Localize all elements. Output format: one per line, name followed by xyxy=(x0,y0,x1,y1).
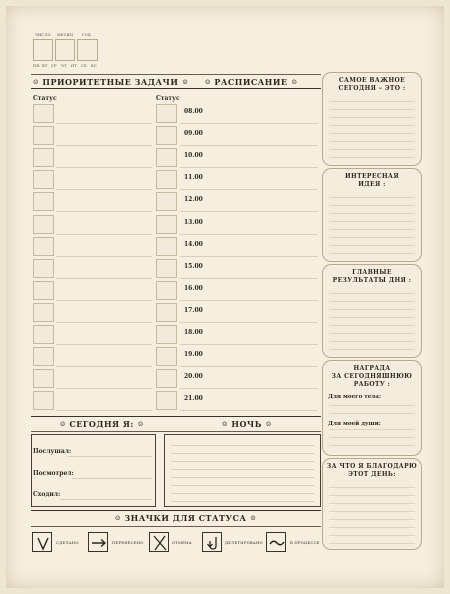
date-label-year: ГОД xyxy=(82,33,91,37)
today-watched-line[interactable] xyxy=(72,478,152,479)
weekday-sun[interactable]: ВС xyxy=(91,64,97,68)
panel-writing-line[interactable] xyxy=(329,405,415,406)
weekday-wed[interactable]: СР xyxy=(51,64,57,68)
panel-writing-line[interactable] xyxy=(329,333,415,334)
panel-reward[interactable] xyxy=(322,360,422,456)
panel-writing-line[interactable] xyxy=(329,487,415,488)
schedule-status-box[interactable] xyxy=(156,369,177,388)
panel-writing-line[interactable] xyxy=(329,301,415,302)
weekday-sat[interactable]: СБ xyxy=(81,64,87,68)
ornament-icon: ☺ xyxy=(222,420,228,428)
schedule-status-box[interactable] xyxy=(156,325,177,344)
legend-rule-top xyxy=(31,510,321,511)
schedule-time-label: 18.00 xyxy=(184,329,203,336)
priority-task-line[interactable] xyxy=(56,167,152,168)
schedule-status-box[interactable] xyxy=(156,347,177,366)
panel-writing-line[interactable] xyxy=(329,535,415,536)
priority-task-line[interactable] xyxy=(56,388,152,389)
panel-writing-line[interactable] xyxy=(329,221,415,222)
priority-task-line[interactable] xyxy=(56,322,152,323)
panel-writing-line[interactable] xyxy=(329,527,415,528)
panel-writing-line[interactable] xyxy=(329,349,415,350)
schedule-time-label: 10.00 xyxy=(184,152,203,160)
priority-status-box[interactable] xyxy=(33,192,54,211)
panel-writing-line[interactable] xyxy=(329,133,415,134)
weekday-tue[interactable]: ВТ xyxy=(42,64,48,68)
schedule-entry-line[interactable] xyxy=(180,278,318,279)
panel-writing-line[interactable] xyxy=(329,245,415,246)
ornament-icon: ☺ xyxy=(115,514,121,522)
panel-writing-line[interactable] xyxy=(329,445,415,446)
ornament-icon: ☺ xyxy=(33,78,39,86)
reward-body-label: Для моего тела: xyxy=(328,394,381,400)
date-month-box[interactable] xyxy=(55,39,75,61)
panel-writing-line[interactable] xyxy=(329,125,415,126)
panel-reward-title-3: РАБОТУ : xyxy=(353,381,391,388)
panel-writing-line[interactable] xyxy=(329,229,415,230)
schedule-entry-line[interactable] xyxy=(180,322,318,323)
legend-cancel-label: ОТМЕНА xyxy=(172,540,192,545)
priority-status-box[interactable] xyxy=(33,259,54,278)
panel-writing-line[interactable] xyxy=(329,503,415,504)
schedule-status-box[interactable] xyxy=(156,281,177,300)
schedule-status-box[interactable] xyxy=(156,192,177,211)
schedule-entry-line[interactable] xyxy=(180,410,318,411)
schedule-entry-line[interactable] xyxy=(180,300,318,301)
schedule-time-label: 17.00 xyxy=(184,306,203,314)
panel-reward-title-1: НАГРАДА xyxy=(353,365,391,372)
priority-task-line[interactable] xyxy=(56,344,152,345)
panel-results-title-1: ГЛАВНЫЕ xyxy=(352,269,392,276)
night-writing-line[interactable] xyxy=(171,445,314,446)
ornament-icon: ☺ xyxy=(205,78,211,86)
panel-writing-line[interactable] xyxy=(329,157,415,158)
panel-writing-line[interactable] xyxy=(329,109,415,110)
night-writing-line[interactable] xyxy=(171,485,314,486)
arrow-right-icon xyxy=(88,532,108,552)
schedule-entry-line[interactable] xyxy=(180,123,318,124)
legend-title: ЗНАЧКИ ДЛЯ СТАТУСА xyxy=(124,513,247,523)
panel-writing-line[interactable] xyxy=(329,437,415,438)
schedule-time-label: 16.00 xyxy=(184,284,203,292)
priority-status-box[interactable] xyxy=(33,391,54,410)
priority-status-box[interactable] xyxy=(33,325,54,344)
schedule-entry-line[interactable] xyxy=(180,211,318,212)
priority-status-box[interactable] xyxy=(33,237,54,256)
panel-writing-line[interactable] xyxy=(329,519,415,520)
priority-task-line[interactable] xyxy=(56,123,152,124)
night-writing-line[interactable] xyxy=(171,461,314,462)
priority-status-box[interactable] xyxy=(33,215,54,234)
schedule-time-label: 14.00 xyxy=(184,240,203,248)
panel-main-results[interactable] xyxy=(322,264,422,358)
schedule-time-label: 15.00 xyxy=(184,262,203,270)
panel-gratitude[interactable] xyxy=(322,458,422,550)
schedule-entry-line[interactable] xyxy=(180,145,318,146)
panel-reward-title-2: ЗА СЕГОДНЯШНЮЮ xyxy=(331,373,413,380)
header-rule-top xyxy=(31,74,321,75)
schedule-time-label: 08.00 xyxy=(184,108,203,115)
schedule-time-label: 11.00 xyxy=(184,174,203,182)
priority-task-line[interactable] xyxy=(56,366,152,367)
priority-task-line[interactable] xyxy=(56,234,152,235)
panel-writing-line[interactable] xyxy=(329,429,415,430)
today-rule-bottom xyxy=(31,431,321,432)
priority-heading xyxy=(33,77,188,87)
schedule-status-box[interactable] xyxy=(156,237,177,256)
night-heading xyxy=(222,419,271,429)
panel-writing-line[interactable] xyxy=(329,495,415,496)
priority-title: ПРИОРИТЕТНЫЕ ЗАДАЧИ xyxy=(42,77,179,87)
tilde-wave-icon xyxy=(266,532,286,552)
panel-writing-line[interactable] xyxy=(329,253,415,254)
schedule-entry-line[interactable] xyxy=(180,388,318,389)
legend-rule-bottom xyxy=(31,526,321,527)
delegate-arrow-icon xyxy=(202,532,222,552)
night-title: НОЧЬ xyxy=(231,419,262,429)
priority-task-line[interactable] xyxy=(56,189,152,190)
schedule-status-box[interactable] xyxy=(156,391,177,410)
priority-task-line[interactable] xyxy=(56,256,152,257)
schedule-entry-line[interactable] xyxy=(180,366,318,367)
priority-status-box[interactable] xyxy=(33,104,54,123)
night-writing-line[interactable] xyxy=(171,477,314,478)
schedule-entry-line[interactable] xyxy=(180,189,318,190)
date-label-day: ЧИСЛО xyxy=(35,33,51,37)
schedule-status-box[interactable] xyxy=(156,215,177,234)
schedule-time-label: 19.00 xyxy=(184,351,203,359)
weekday-thu[interactable]: ЧТ xyxy=(61,64,67,68)
panel-writing-line[interactable] xyxy=(329,149,415,150)
night-writing-line[interactable] xyxy=(171,501,314,502)
ornament-icon: ☺ xyxy=(137,420,144,428)
panel-writing-line[interactable] xyxy=(329,543,415,544)
panel-interesting-idea[interactable] xyxy=(322,168,422,262)
today-title: СЕГОДНЯ Я: xyxy=(69,419,134,429)
priority-task-line[interactable] xyxy=(56,300,152,301)
panel-writing-line[interactable] xyxy=(329,413,415,414)
weekday-fri[interactable]: ПТ xyxy=(71,64,77,68)
priority-status-box[interactable] xyxy=(33,170,54,189)
schedule-heading xyxy=(205,77,297,87)
schedule-status-label: Статус xyxy=(156,95,180,102)
priority-status-label: Статус xyxy=(33,95,57,102)
schedule-entry-line[interactable] xyxy=(180,256,318,257)
legend-done-label: СДЕЛАНО xyxy=(56,540,79,545)
schedule-entry-line[interactable] xyxy=(180,344,318,345)
priority-status-box[interactable] xyxy=(33,347,54,366)
today-heading xyxy=(60,419,143,429)
panel-most-important-title-2: СЕГОДНЯ – ЭТО : xyxy=(338,85,406,92)
priority-task-line[interactable] xyxy=(56,145,152,146)
panel-gratitude-title-2: ЭТОТ ДЕНЬ: xyxy=(348,471,396,478)
priority-task-line[interactable] xyxy=(56,278,152,279)
panel-writing-line[interactable] xyxy=(329,309,415,310)
schedule-entry-line[interactable] xyxy=(180,167,318,168)
date-year-box[interactable] xyxy=(77,39,98,61)
priority-status-box[interactable] xyxy=(33,281,54,300)
panel-writing-line[interactable] xyxy=(329,317,415,318)
priority-status-box[interactable] xyxy=(33,369,54,388)
check-v-icon xyxy=(32,532,52,552)
panel-writing-line[interactable] xyxy=(329,293,415,294)
priority-status-box[interactable] xyxy=(33,148,54,167)
panel-idea-title-2: ИДЕЯ : xyxy=(358,181,386,188)
priority-status-box[interactable] xyxy=(33,126,54,145)
legend-heading xyxy=(115,513,256,523)
schedule-status-box[interactable] xyxy=(156,126,177,145)
schedule-status-box[interactable] xyxy=(156,170,177,189)
schedule-status-box[interactable] xyxy=(156,259,177,278)
schedule-status-box[interactable] xyxy=(156,104,177,123)
panel-writing-line[interactable] xyxy=(329,511,415,512)
date-day-box[interactable] xyxy=(33,39,53,61)
today-listened-line[interactable] xyxy=(68,456,152,457)
reward-soul-label: Для моей души: xyxy=(328,421,381,427)
today-visited-line[interactable] xyxy=(60,499,152,500)
ornament-icon: ☺ xyxy=(250,514,256,522)
weekday-mon[interactable]: ПН xyxy=(33,64,40,68)
panel-writing-line[interactable] xyxy=(329,197,415,198)
panel-writing-line[interactable] xyxy=(329,205,415,206)
today-watched-label: Посмотрел: xyxy=(33,470,74,477)
cross-x-icon xyxy=(149,532,169,552)
priority-task-line[interactable] xyxy=(56,410,152,411)
panel-writing-line[interactable] xyxy=(329,117,415,118)
night-writing-line[interactable] xyxy=(171,493,314,494)
today-rule-top xyxy=(31,416,321,417)
panel-writing-line[interactable] xyxy=(329,101,415,102)
panel-idea-title-1: ИНТЕРЕСНАЯ xyxy=(344,173,400,180)
ornament-icon: ☺ xyxy=(182,78,188,86)
priority-status-box[interactable] xyxy=(33,303,54,322)
header-rule-bottom xyxy=(31,88,321,89)
schedule-entry-line[interactable] xyxy=(180,234,318,235)
panel-most-important[interactable] xyxy=(322,72,422,166)
panel-writing-line[interactable] xyxy=(329,341,415,342)
schedule-status-box[interactable] xyxy=(156,303,177,322)
night-writing-line[interactable] xyxy=(171,469,314,470)
night-frame[interactable] xyxy=(164,434,321,507)
panel-gratitude-title-1: ЗА ЧТО Я БЛАГОДАРЮ xyxy=(326,463,418,470)
panel-writing-line[interactable] xyxy=(329,237,415,238)
priority-task-line[interactable] xyxy=(56,211,152,212)
ornament-icon: ☺ xyxy=(265,420,272,428)
schedule-title: РАСПИСАНИЕ xyxy=(214,77,288,87)
panel-results-title-2: РЕЗУЛЬТАТЫ ДНЯ : xyxy=(332,277,412,284)
schedule-status-box[interactable] xyxy=(156,148,177,167)
night-writing-line[interactable] xyxy=(171,453,314,454)
panel-writing-line[interactable] xyxy=(329,141,415,142)
panel-writing-line[interactable] xyxy=(329,325,415,326)
panel-writing-line[interactable] xyxy=(329,213,415,214)
today-listened-label: Послушал: xyxy=(33,448,72,455)
schedule-time-label: 20.00 xyxy=(184,373,203,381)
date-label-month: МЕСЯЦ xyxy=(57,33,74,37)
today-visited-label: Сходил: xyxy=(33,491,61,498)
schedule-time-label: 13.00 xyxy=(184,218,203,226)
schedule-time-label: 21.00 xyxy=(184,395,203,403)
ornament-icon: ☺ xyxy=(291,78,297,86)
legend-moved-label: ПЕРЕНЕСЕНО xyxy=(112,540,144,545)
schedule-time-label: 09.00 xyxy=(184,130,203,138)
ornament-icon: ☺ xyxy=(60,420,66,428)
legend-inprogress-label: В ПРОЦЕССЕ xyxy=(290,540,320,545)
legend-delegated-label: ДЕЛЕГИРОВАНО xyxy=(225,540,263,545)
schedule-time-label: 12.00 xyxy=(184,196,203,204)
panel-most-important-title-1: САМОЕ ВАЖНОЕ xyxy=(338,77,406,84)
